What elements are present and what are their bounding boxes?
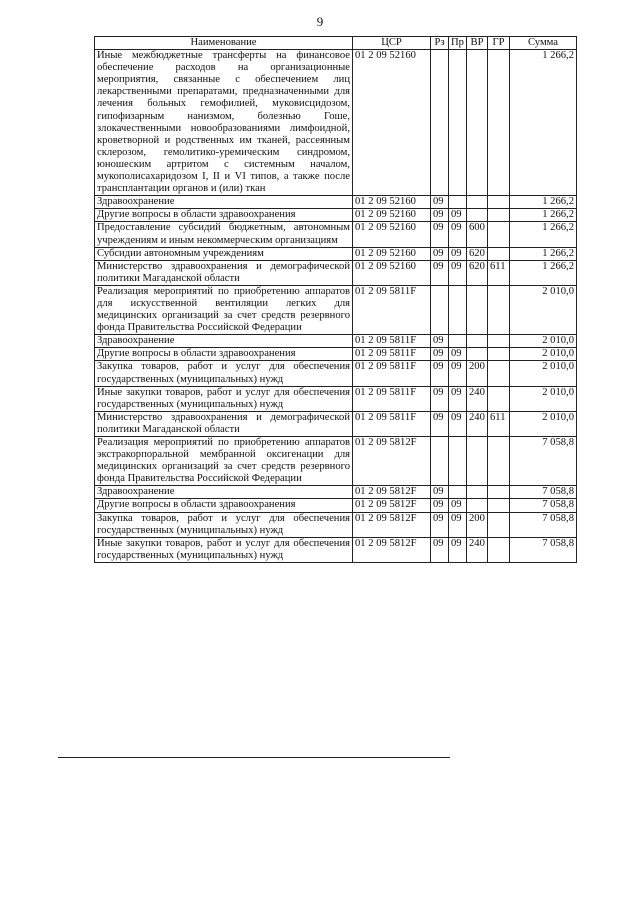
cell-vr — [467, 50, 488, 196]
header-pr: Пр — [449, 37, 467, 50]
budget-table — [94, 36, 577, 563]
table-row — [95, 537, 577, 562]
cell-gr: 611 — [488, 260, 510, 285]
table-row — [95, 50, 577, 196]
cell-rz: 09 — [431, 386, 449, 411]
cell-csr: 01 2 09 52160 — [353, 50, 431, 196]
table-row — [95, 512, 577, 537]
cell-csr: 01 2 09 5811F — [353, 335, 431, 348]
cell-vr — [467, 437, 488, 486]
cell-pr: 09 — [449, 209, 467, 222]
cell-vr — [467, 348, 488, 361]
cell-pr: 09 — [449, 247, 467, 260]
cell-sum: 7 058,8 — [510, 537, 577, 562]
cell-pr — [449, 437, 467, 486]
header-gr: ГР — [488, 37, 510, 50]
cell-rz — [431, 437, 449, 486]
cell-sum: 1 266,2 — [510, 222, 577, 247]
cell-gr — [488, 209, 510, 222]
cell-sum: 7 058,8 — [510, 499, 577, 512]
cell-sum: 1 266,2 — [510, 50, 577, 196]
table-row — [95, 411, 577, 436]
cell-csr: 01 2 09 5811F — [353, 285, 431, 334]
table-row — [95, 386, 577, 411]
cell-vr — [467, 486, 488, 499]
cell-sum: 2 010,0 — [510, 335, 577, 348]
cell-gr — [488, 247, 510, 260]
cell-gr — [488, 499, 510, 512]
cell-csr: 01 2 09 5812F — [353, 512, 431, 537]
cell-pr — [449, 50, 467, 196]
cell-csr: 01 2 09 5812F — [353, 486, 431, 499]
cell-csr: 01 2 09 5811F — [353, 348, 431, 361]
cell-vr — [467, 196, 488, 209]
cell-vr — [467, 335, 488, 348]
cell-gr — [488, 437, 510, 486]
cell-sum: 7 058,8 — [510, 486, 577, 499]
cell-name: Реализация мероприятий по приобретению аппаратов для искусственной вентиляции легких для медицинских организаций за счет средств резервного фонда Правительства Российской Федерации — [95, 285, 353, 334]
cell-sum: 2 010,0 — [510, 386, 577, 411]
table-row — [95, 499, 577, 512]
cell-csr: 01 2 09 5812F — [353, 499, 431, 512]
cell-pr: 09 — [449, 260, 467, 285]
cell-name: Иные закупки товаров, работ и услуг для обеспечения государственных (муниципальных) нужд — [95, 386, 353, 411]
cell-gr — [488, 512, 510, 537]
cell-pr: 09 — [449, 537, 467, 562]
cell-pr — [449, 486, 467, 499]
table-body — [95, 50, 577, 563]
cell-pr — [449, 285, 467, 334]
cell-rz: 09 — [431, 335, 449, 348]
cell-vr: 240 — [467, 386, 488, 411]
cell-rz: 09 — [431, 361, 449, 386]
table-row — [95, 486, 577, 499]
cell-pr — [449, 335, 467, 348]
cell-name: Министерство здравоохранения и демографической политики Магаданской области — [95, 260, 353, 285]
cell-gr — [488, 285, 510, 334]
cell-gr — [488, 537, 510, 562]
cell-sum: 7 058,8 — [510, 512, 577, 537]
cell-name: Иные межбюджетные трансферты на финансовое обеспечение расходов на организационные мероприятия, связанные с обеспечением лиц лекарственными препаратами, предназначенными для лечения больных гемофилией, муковисцидозом, гипофизарным нанизмом, болезнью Гоше, злокачественными новообразованиями лимфоидной, кроветворной и родственных им тканей, рассеянным склерозом, гемолитико-уремическим синдромом, юношеским артритом с системным началом, мукополисахаридозом I, II и VI типов, а также после трансплантации органов и (или) ткан — [95, 50, 353, 196]
cell-vr: 240 — [467, 411, 488, 436]
table-row — [95, 437, 577, 486]
table-header-row — [95, 37, 577, 50]
cell-pr: 09 — [449, 499, 467, 512]
cell-name: Субсидии автономным учреждениям — [95, 247, 353, 260]
header-name: Наименование — [95, 37, 353, 50]
cell-csr: 01 2 09 52160 — [353, 196, 431, 209]
cell-gr — [488, 486, 510, 499]
table-row — [95, 222, 577, 247]
cell-vr: 200 — [467, 512, 488, 537]
table-row — [95, 196, 577, 209]
table-row — [95, 361, 577, 386]
cell-rz — [431, 285, 449, 334]
table-row — [95, 348, 577, 361]
cell-sum: 2 010,0 — [510, 411, 577, 436]
cell-gr — [488, 335, 510, 348]
cell-rz: 09 — [431, 537, 449, 562]
cell-pr: 09 — [449, 512, 467, 537]
cell-csr: 01 2 09 5812F — [353, 537, 431, 562]
cell-vr: 240 — [467, 537, 488, 562]
cell-gr — [488, 348, 510, 361]
cell-rz: 09 — [431, 260, 449, 285]
cell-sum: 1 266,2 — [510, 209, 577, 222]
cell-name: Другие вопросы в области здравоохранения — [95, 499, 353, 512]
cell-csr: 01 2 09 5811F — [353, 361, 431, 386]
table-row — [95, 209, 577, 222]
cell-rz: 09 — [431, 512, 449, 537]
cell-gr: 611 — [488, 411, 510, 436]
cell-csr: 01 2 09 5812F — [353, 437, 431, 486]
cell-csr: 01 2 09 52160 — [353, 222, 431, 247]
cell-sum: 1 266,2 — [510, 260, 577, 285]
cell-rz: 09 — [431, 196, 449, 209]
cell-sum: 2 010,0 — [510, 285, 577, 334]
cell-gr — [488, 196, 510, 209]
cell-pr: 09 — [449, 386, 467, 411]
cell-rz: 09 — [431, 411, 449, 436]
cell-vr — [467, 209, 488, 222]
cell-rz: 09 — [431, 499, 449, 512]
cell-pr — [449, 196, 467, 209]
cell-vr — [467, 285, 488, 334]
cell-name: Предоставление субсидий бюджетным, автономным учреждениям и иным некоммерческим организациям — [95, 222, 353, 247]
cell-gr — [488, 50, 510, 196]
header-sum: Сумма — [510, 37, 577, 50]
table-row — [95, 335, 577, 348]
table-row — [95, 247, 577, 260]
cell-name: Здравоохранение — [95, 486, 353, 499]
cell-vr: 200 — [467, 361, 488, 386]
cell-vr: 620 — [467, 247, 488, 260]
cell-vr: 600 — [467, 222, 488, 247]
cell-rz: 09 — [431, 486, 449, 499]
cell-pr: 09 — [449, 222, 467, 247]
page-number: 9 — [316, 14, 324, 29]
header-csr: ЦСР — [353, 37, 431, 50]
cell-gr — [488, 386, 510, 411]
table-row — [95, 285, 577, 334]
cell-sum: 2 010,0 — [510, 361, 577, 386]
cell-rz: 09 — [431, 348, 449, 361]
cell-csr: 01 2 09 5811F — [353, 411, 431, 436]
cell-csr: 01 2 09 5811F — [353, 386, 431, 411]
cell-name: Здравоохранение — [95, 335, 353, 348]
cell-csr: 01 2 09 52160 — [353, 209, 431, 222]
cell-sum: 1 266,2 — [510, 247, 577, 260]
header-rz: Рз — [431, 37, 449, 50]
cell-name: Закупка товаров, работ и услуг для обеспечения государственных (муниципальных) нужд — [95, 512, 353, 537]
cell-sum: 1 266,2 — [510, 196, 577, 209]
cell-name: Министерство здравоохранения и демографической политики Магаданской области — [95, 411, 353, 436]
cell-rz: 09 — [431, 247, 449, 260]
cell-rz: 09 — [431, 209, 449, 222]
cell-name: Другие вопросы в области здравоохранения — [95, 209, 353, 222]
footer-rule — [58, 757, 450, 758]
cell-gr — [488, 222, 510, 247]
header-vr: ВР — [467, 37, 488, 50]
cell-sum: 2 010,0 — [510, 348, 577, 361]
table-row — [95, 260, 577, 285]
cell-vr: 620 — [467, 260, 488, 285]
cell-name: Другие вопросы в области здравоохранения — [95, 348, 353, 361]
cell-csr: 01 2 09 52160 — [353, 247, 431, 260]
cell-name: Реализация мероприятий по приобретению аппаратов экстракорпоральной мембранной оксигенации для медицинских организаций за счет средств резервного фонда Правительства Российской Федерации — [95, 437, 353, 486]
cell-sum: 7 058,8 — [510, 437, 577, 486]
cell-pr: 09 — [449, 361, 467, 386]
cell-name: Иные закупки товаров, работ и услуг для обеспечения государственных (муниципальных) нужд — [95, 537, 353, 562]
cell-csr: 01 2 09 52160 — [353, 260, 431, 285]
cell-pr: 09 — [449, 411, 467, 436]
cell-name: Здравоохранение — [95, 196, 353, 209]
cell-gr — [488, 361, 510, 386]
cell-rz — [431, 50, 449, 196]
cell-pr: 09 — [449, 348, 467, 361]
cell-name: Закупка товаров, работ и услуг для обеспечения государственных (муниципальных) нужд — [95, 361, 353, 386]
cell-vr — [467, 499, 488, 512]
cell-rz: 09 — [431, 222, 449, 247]
